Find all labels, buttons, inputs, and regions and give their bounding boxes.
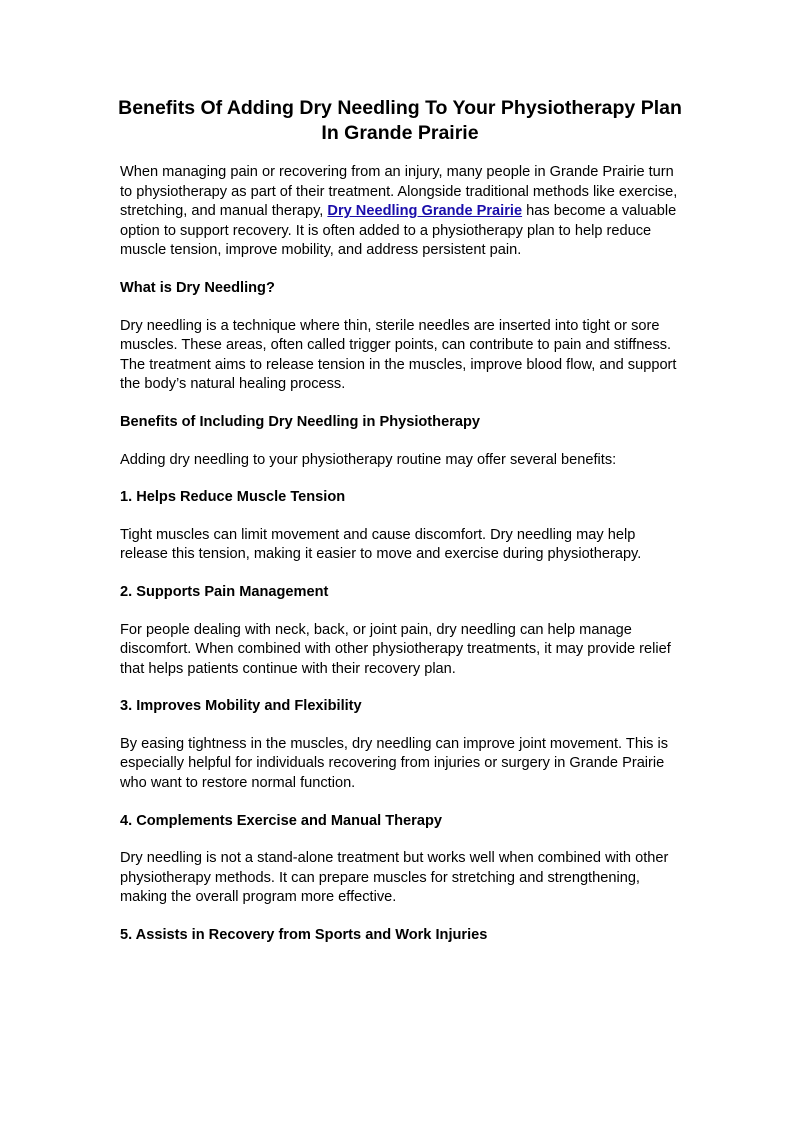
- page-title: [117, 96, 683, 146]
- section-heading-sports-work-injuries: 5. Assists in Recovery from Sports and Work Injuries: [120, 927, 488, 944]
- page-title-line-1: Benefits Of Adding Dry Needling To Your Physiotherapy Plan: [118, 97, 682, 119]
- dry-needling-link[interactable]: Dry Needling Grande Prairie: [327, 203, 523, 220]
- section-body-pain-management: For people dealing with neck, back, or joint pain, dry needling can help manage discomfort. When combined with other physiotherapy treatments, it may provide relief that helps patients continue with their recovery plan.: [120, 621, 671, 677]
- section-body-muscle-tension: Tight muscles can limit movement and cause discomfort. Dry needling may help release this tension, making it easier to move and exercise during physiotherapy.: [120, 526, 642, 563]
- section-heading-mobility: 3. Improves Mobility and Flexibility: [120, 698, 362, 715]
- section-body-what-is-dry-needling: Dry needling is a technique where thin, sterile needles are inserted into tight or sore muscles. These areas, often called trigger points, can contribute to pain and stiffness. The treatment aims to release tension in the muscles, improve blood flow, and support the body’s natural healing process.: [120, 317, 677, 393]
- section-heading-pain-management: 2. Supports Pain Management: [120, 583, 329, 600]
- intro-text-after-link: has become a valuable option to support recovery. It is often added to a physiotherapy plan to help reduce muscle tension, improve mobility, and address persistent pain.: [120, 203, 677, 259]
- section-heading-what-is-dry-needling: What is Dry Needling?: [120, 279, 275, 296]
- section-body-complements-exercise: Dry needling is not a stand-alone treatment but works well when combined with other physiotherapy methods. It can prepare muscles for stretching and strengthening, making the overall program more effective.: [120, 850, 669, 906]
- section-body-benefits: Adding dry needling to your physiotherapy routine may offer several benefits:: [120, 451, 617, 468]
- intro-paragraph: [120, 163, 680, 261]
- page-title-line-2: In Grande Prairie: [321, 122, 479, 144]
- section-heading-benefits: Benefits of Including Dry Needling in Physiotherapy: [120, 413, 481, 430]
- section-body-mobility: By easing tightness in the muscles, dry needling can improve joint movement. This is especially helpful for individuals recovering from injuries or surgery in Grande Prairie who want to restore normal function.: [120, 735, 669, 792]
- section-heading-complements-exercise: 4. Complements Exercise and Manual Therapy: [120, 812, 442, 829]
- intro-text-before-link: When managing pain or recovering from an injury, many people in Grande Prairie turn to physiotherapy as part of their treatment. Alongside traditional methods like exercise, stretching, and manual therapy,: [120, 164, 678, 220]
- document-content: [120, 96, 680, 946]
- section-heading-muscle-tension: 1. Helps Reduce Muscle Tension: [120, 489, 346, 506]
